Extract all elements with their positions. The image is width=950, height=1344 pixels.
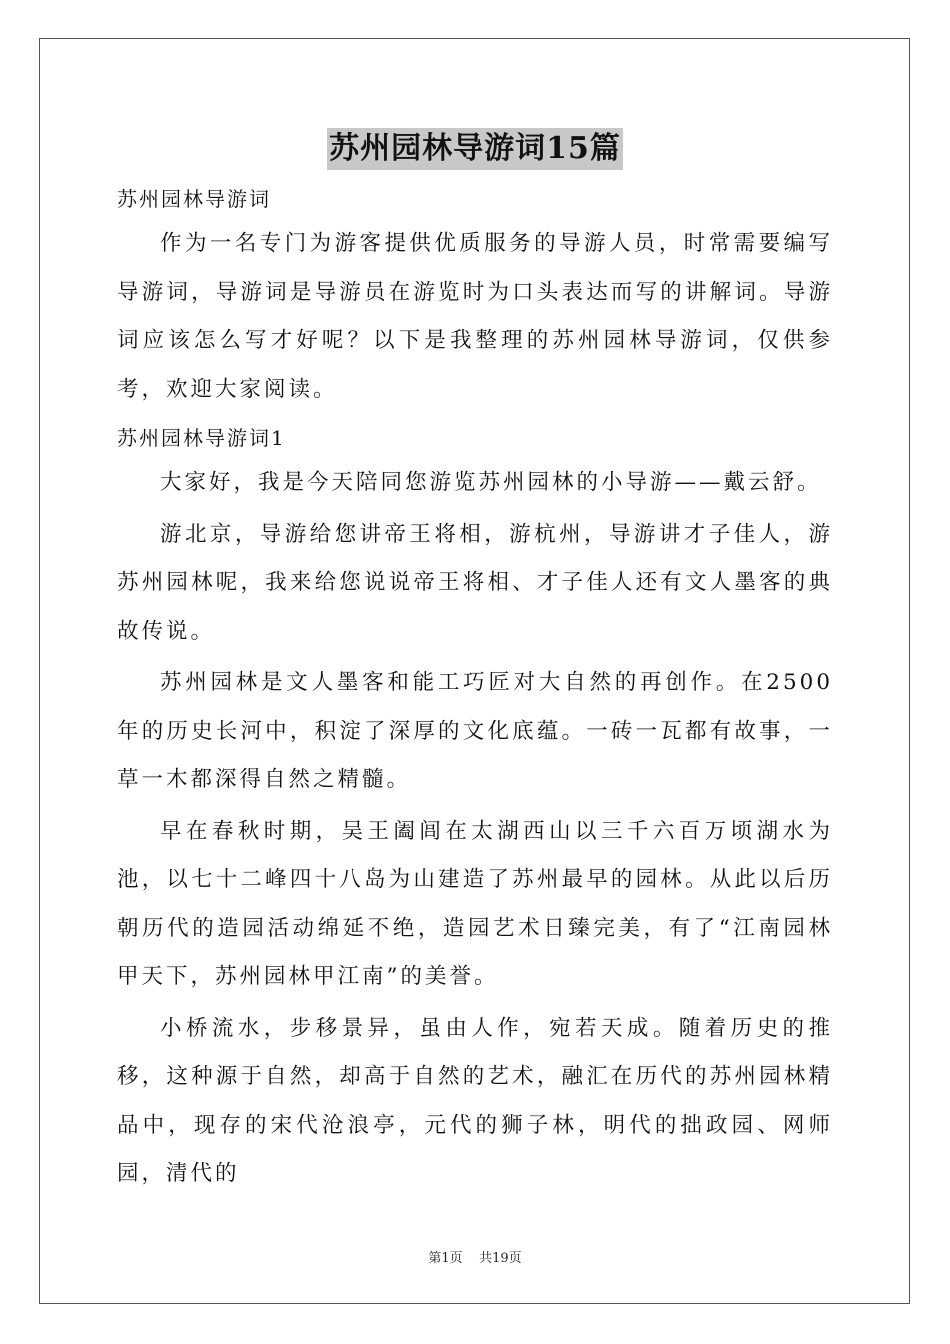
document-body [117, 178, 833, 1202]
title-wrap [0, 128, 950, 170]
document-title: 苏州园林导游词15篇 [327, 128, 623, 170]
section-heading: 苏州园林导游词 [117, 187, 271, 211]
page-number: 第1页 [428, 1251, 463, 1266]
page-footer [0, 1247, 950, 1266]
paragraph: 小桥流水，步移景异，虽由人作，宛若天成。随着历史的推移，这种源于自然，却高于自然的艺术，融汇在历代的苏州园林精品中，现存的宋代沧浪亭，元代的狮子林，明代的拙政园、网师园，清代的 [117, 1015, 833, 1186]
page-total: 共19页 [479, 1251, 522, 1266]
paragraph: 大家好，我是今天陪同您游览苏州园林的小导游——戴云舒。 [160, 470, 822, 495]
section-heading: 苏州园林导游词1 [117, 426, 286, 450]
paragraph: 作为一名专门为游客提供优质服务的导游人员，时常需要编写导游词，导游词是导游员在游览时为口头表达而写的讲解词。导游词应该怎么写才好呢？以下是我整理的苏州园林导游词，仅供参考，欢迎大家阅读。 [117, 231, 833, 402]
paragraph: 早在春秋时期，吴王阖闾在太湖西山以三千六百万顷湖水为池，以七十二峰四十八岛为山建造了苏州最早的园林。从此以后历朝历代的造园活动绵延不绝，造园艺术日臻完美，有了“江南园林甲天下，苏州园林甲江南”的美誉。 [117, 818, 833, 989]
paragraph: 苏州园林是文人墨客和能工巧匠对大自然的再创作。在2500年的历史长河中，积淀了深厚的文化底蕴。一砖一瓦都有故事，一草一木都深得自然之精髓。 [117, 670, 833, 792]
paragraph: 游北京，导游给您讲帝王将相，游杭州，导游讲才子佳人，游苏州园林呢，我来给您说说帝王将相、才子佳人还有文人墨客的典故传说。 [117, 521, 833, 644]
